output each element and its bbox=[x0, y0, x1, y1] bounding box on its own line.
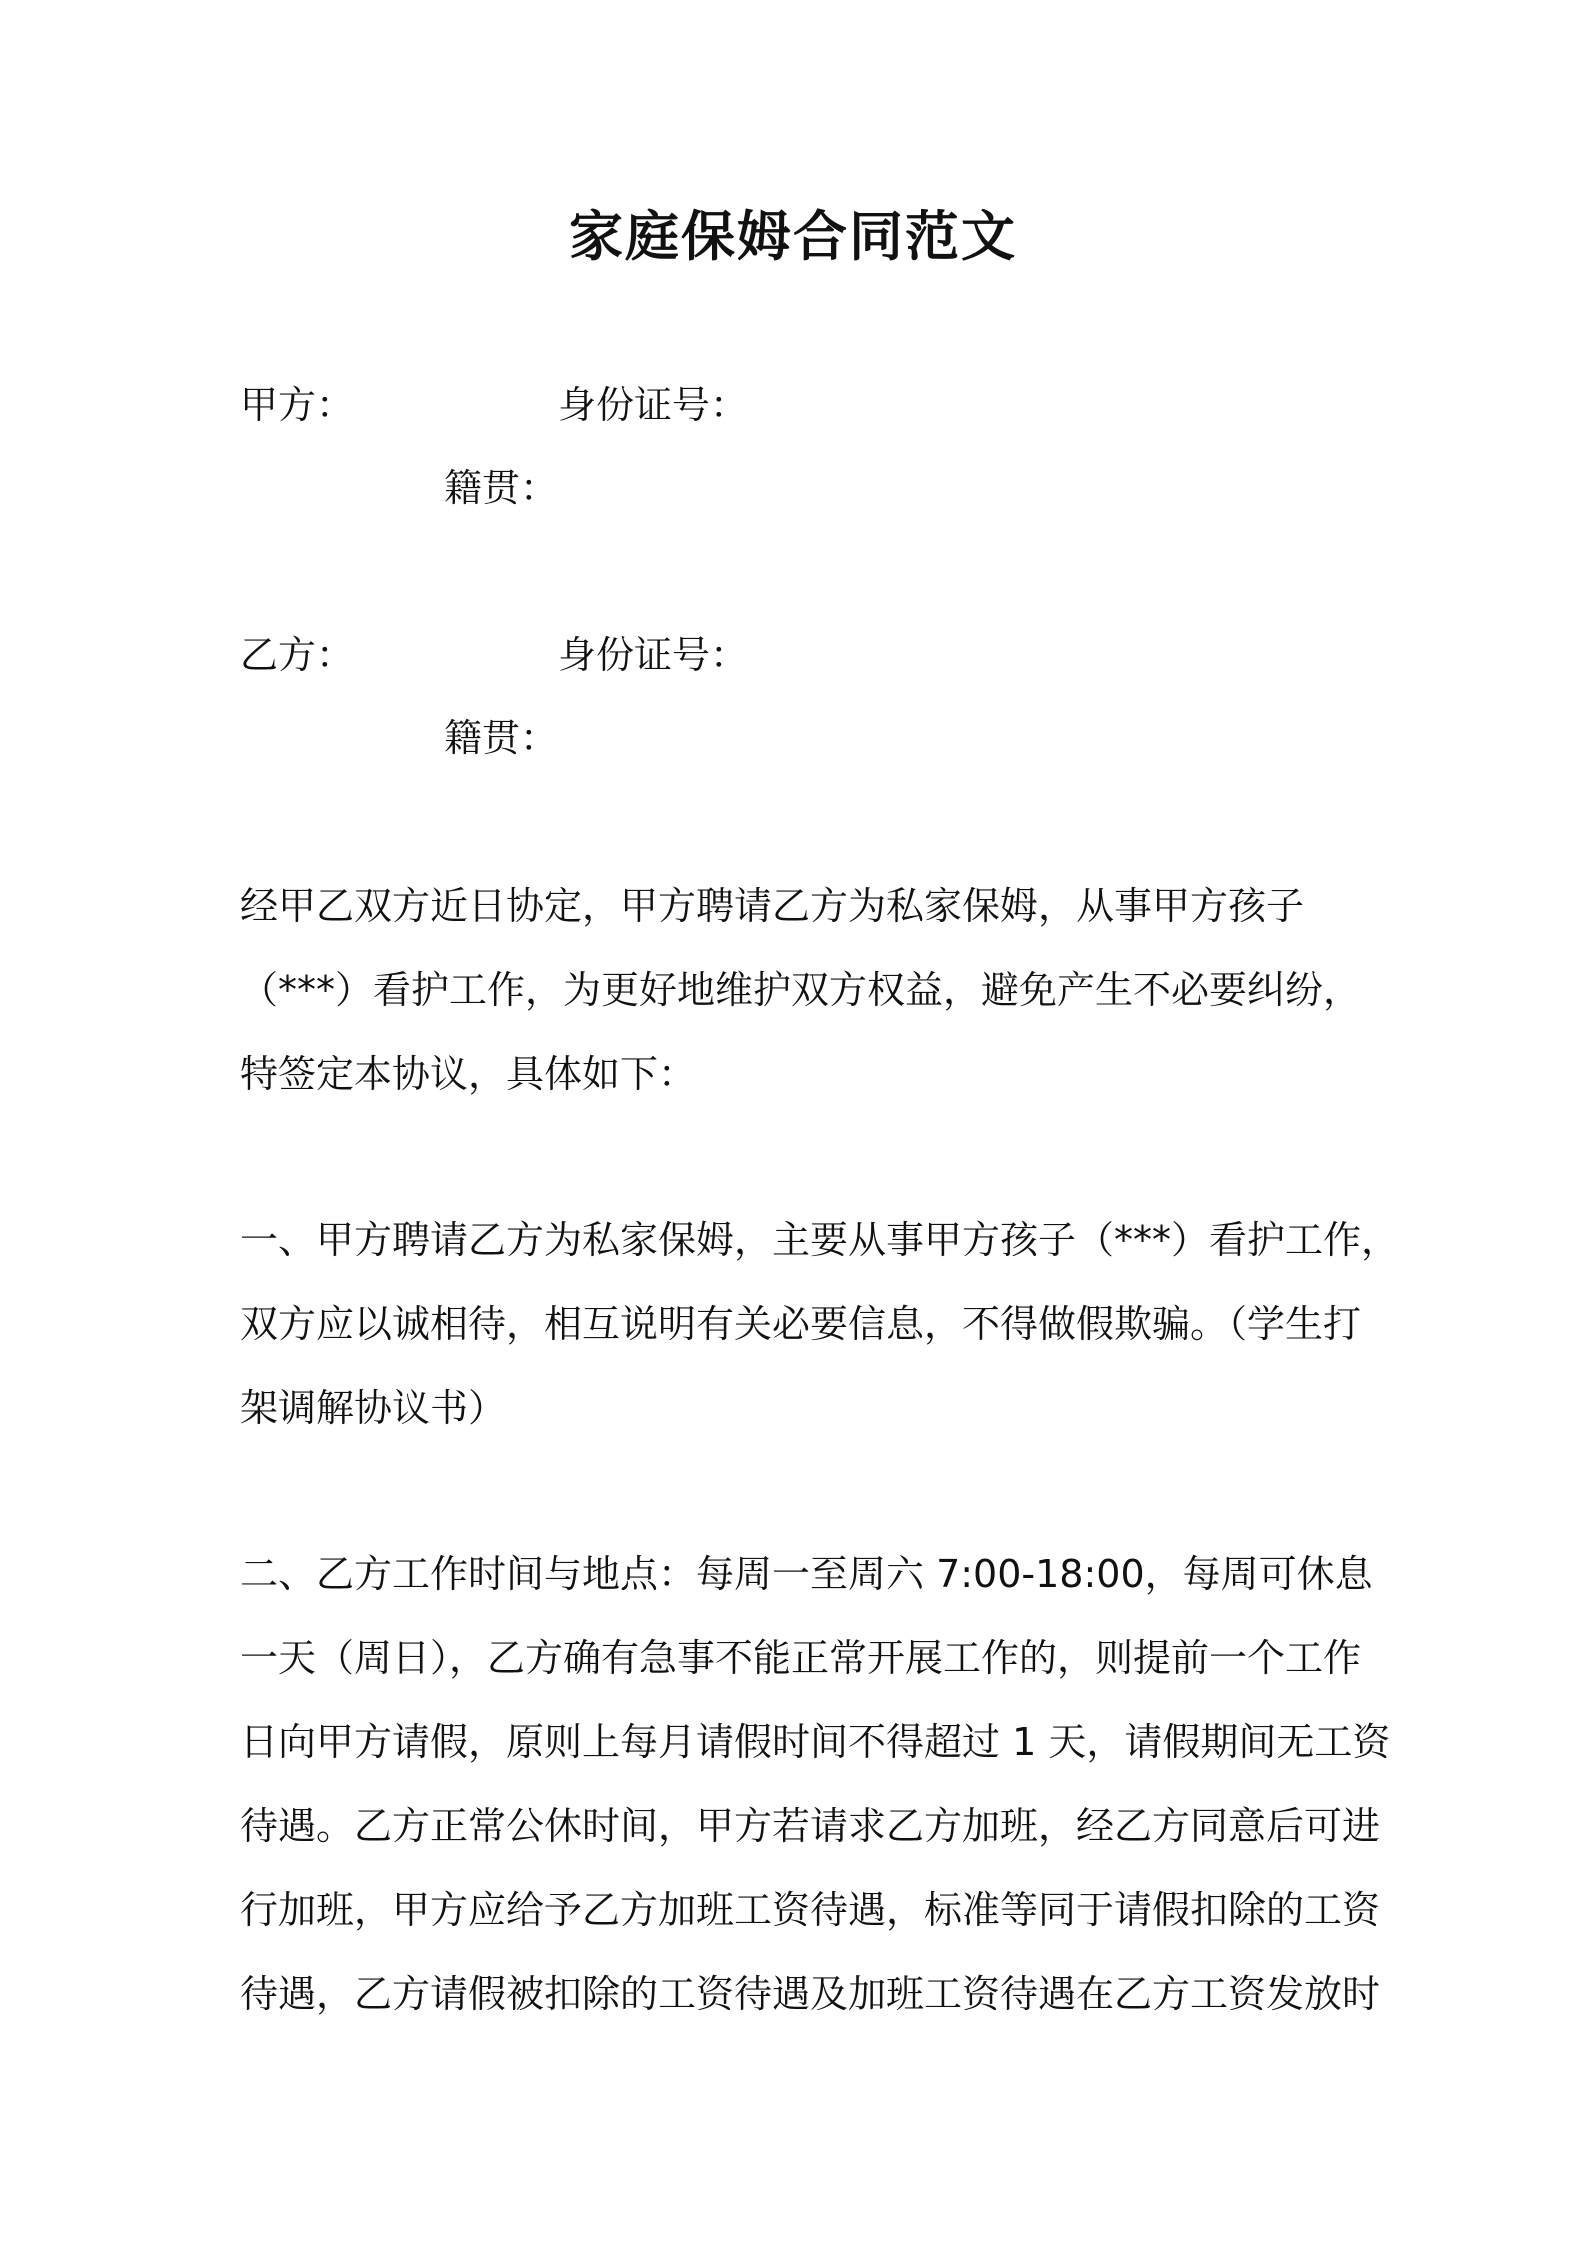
clause-1-line: 架调解协议书） bbox=[240, 1386, 507, 1430]
intro-line: 特签定本协议，具体如下： bbox=[240, 1052, 697, 1096]
party-b-origin-label: 籍贯： bbox=[444, 716, 559, 760]
party-b-label: 乙方： bbox=[240, 633, 355, 677]
intro-line: （***）看护工作，为更好地维护双方权益，避免产生不必要纠纷， bbox=[240, 968, 1362, 1012]
intro-paragraph bbox=[240, 864, 1370, 1116]
clause-1-paragraph bbox=[240, 1198, 1400, 1450]
clause-2-line: 一天（周日），乙方确有急事不能正常开展工作的，则提前一个工作 bbox=[240, 1636, 1362, 1680]
party-a-label: 甲方： bbox=[240, 383, 355, 427]
clause-2-line: 行加班，甲方应给予乙方加班工资待遇，标准等同于请假扣除的工资 bbox=[240, 1888, 1381, 1932]
document-title: 家庭保姆合同范文 bbox=[569, 205, 1017, 268]
party-a-id-label: 身份证号： bbox=[558, 383, 749, 427]
party-a-origin-label: 籍贯： bbox=[444, 466, 559, 510]
clause-2-line: 日向甲方请假，原则上每月请假时间不得超过 1 天，请假期间无工资 bbox=[240, 1720, 1391, 1764]
party-b-id-label: 身份证号： bbox=[558, 633, 749, 677]
clause-2-line: 待遇。乙方正常公休时间，甲方若请求乙方加班，经乙方同意后可进 bbox=[240, 1804, 1381, 1848]
clause-2-line: 待遇，乙方请假被扣除的工资待遇及加班工资待遇在乙方工资发放时 bbox=[240, 1972, 1381, 2016]
clause-1-line: 双方应以诚相待，相互说明有关必要信息，不得做假欺骗。（学生打 bbox=[240, 1302, 1362, 1346]
clause-2-line: 二、乙方工作时间与地点：每周一至周六 7:00-18:00，每周可休息 bbox=[240, 1552, 1373, 1596]
clause-2-paragraph bbox=[240, 1532, 1391, 2036]
clause-1-line: 一、甲方聘请乙方为私家保姆，主要从事甲方孩子（***）看护工作， bbox=[240, 1218, 1400, 1262]
intro-line: 经甲乙双方近日协定，甲方聘请乙方为私家保姆，从事甲方孩子 bbox=[240, 884, 1305, 928]
